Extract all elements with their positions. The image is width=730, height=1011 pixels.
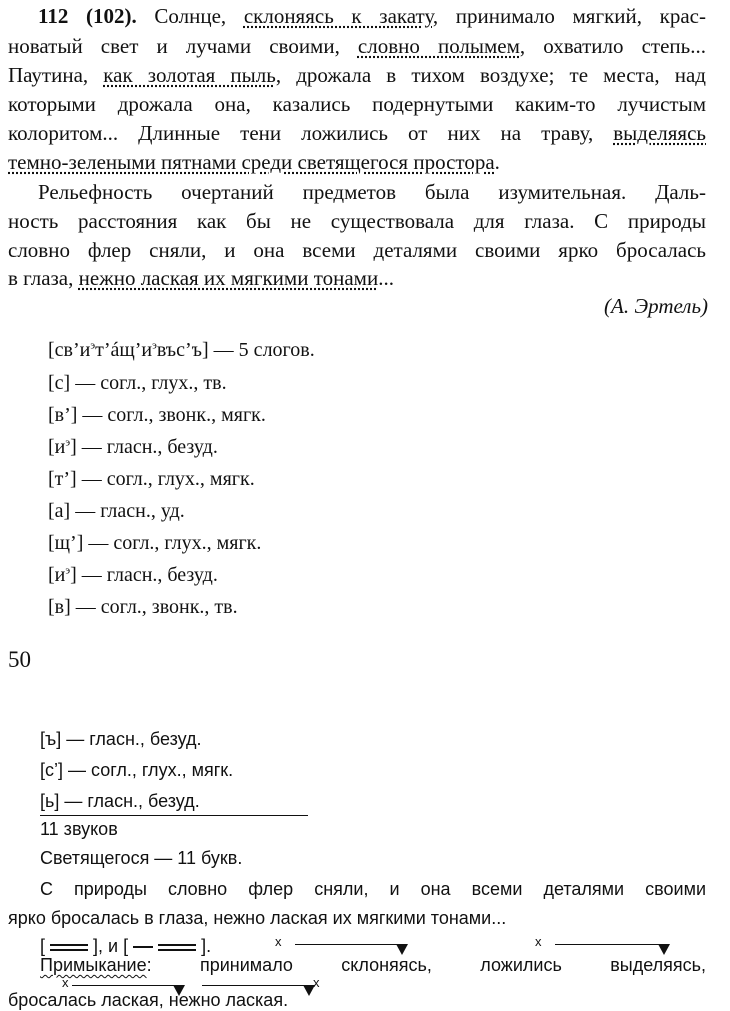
dependency-arrow [555, 944, 665, 945]
sound-item: [с’] — согл., глух., мягк. [40, 760, 234, 780]
summary-rule [40, 815, 308, 816]
sound-item: [в] — согл., звонк., тв. [48, 596, 238, 618]
predicate-mark [158, 944, 196, 951]
exercise-line-5: колоритом... Длинные тени ложились от них на траву, выделяясь [8, 121, 706, 145]
sound-item: [в’] — согл., звонк., мягк. [48, 404, 266, 426]
comparison-phrase: как золотая пыль [103, 63, 276, 87]
subject-mark [50, 944, 88, 951]
subject-mark [133, 946, 153, 948]
sound-item: [щ’] — согл., глух., мягк. [48, 532, 262, 554]
exercise-line-2: новатый свет и лучами своими, словно полымем, охватило степь... [8, 34, 706, 58]
sound-item: [ъ] — гласн., безуд. [40, 729, 202, 749]
exercise-line-4: которыми дрожала она, казались подернутыми каким-то лучистым [8, 92, 706, 116]
sound-item: [а] — гласн., уд. [48, 500, 185, 522]
dependency-arrow [202, 985, 310, 986]
analysis-sentence-line-1: С природы словно флер сняли, и она всеми деталями своими [40, 879, 706, 899]
exercise-line-3: Паутина, как золотая пыль, дрожала в тихом воздухе; те места, над [8, 63, 706, 87]
analysis-sentence-line-2: ярко бросалась в глаза, нежно лаская их мягкими тонами... [8, 908, 507, 928]
exercise-line-1: 112 (102). Солнце, склоняясь к закату, принимало мягкий, крас- [38, 4, 706, 28]
dependency-arrow [295, 944, 403, 945]
x-mark: x [275, 934, 282, 949]
author-credit: (А. Эртель) [604, 294, 708, 318]
sound-item: [ь] — гласн., безуд. [40, 791, 200, 811]
exercise-line-6: темно-зелеными пятнами среди светящегося простора. [8, 150, 500, 174]
x-mark: x [313, 975, 320, 990]
adjunction-line-2: бросалась лаская, нежно лаская. [8, 990, 289, 1010]
adverbial-phrase: темно-зелеными пятнами среди светящегося простора [8, 150, 495, 174]
exercise-line-10: в глаза, нежно лаская их мягкими тонами... [8, 266, 394, 290]
sound-item: [с] — согл., глух., тв. [48, 372, 227, 394]
transcription: $[св’и^эт’áщ’и^эвъс’ъ]$ — 5 слогов. [48, 339, 315, 361]
adjunction-line-1: Примыкание: принимало склоняясь, ложились выделяясь, [40, 955, 706, 975]
page-number: 50 [8, 647, 31, 672]
adverbial-phrase: выделяясь [613, 121, 706, 145]
x-mark: x [62, 975, 69, 990]
exercise-number: 112 (102). [38, 4, 137, 28]
sound-item: $[и^э]$ — гласн., безуд. [48, 436, 218, 458]
sounds-total: 11 звуков [40, 819, 118, 839]
sentence-scheme: [ ], и [ ]. [40, 936, 212, 956]
exercise-line-9: словно флер сняли, и она всеми деталями своими ярко бросалась [8, 238, 706, 262]
comparison-phrase: словно полымем [357, 34, 520, 58]
dependency-arrow [72, 985, 180, 986]
sound-item: $[и^э]$ — гласн., безуд. [48, 564, 218, 586]
exercise-line-7: Рельефность очертаний предметов была изумительная. Даль- [38, 180, 706, 204]
adjunction-label: Примыкание [40, 955, 147, 975]
x-mark: x [535, 934, 542, 949]
adverbial-phrase: склоняясь к закату [243, 4, 433, 28]
sound-item: [т’] — согл., глух., мягк. [48, 468, 255, 490]
exercise-line-8: ность расстояния как бы не существовала для глаза. С природы [8, 209, 706, 233]
letters-total: Светящегося — 11 букв. [40, 848, 243, 868]
adverbial-phrase: нежно лаская их мягкими тонами [78, 266, 379, 290]
